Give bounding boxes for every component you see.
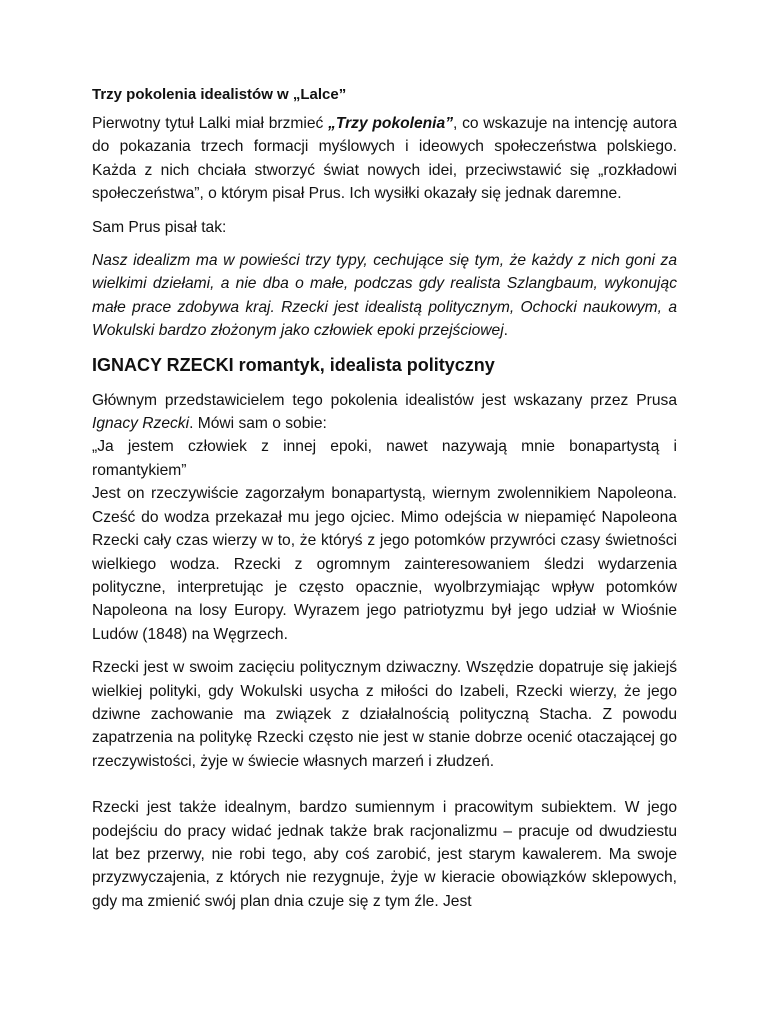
intro-emphasis: „Trzy pokolenia”: [328, 115, 453, 132]
rzecki-intro-c: . Mówi sam o sobie:: [189, 415, 327, 433]
intro-paragraph: [92, 112, 677, 206]
prus-intro-line: Sam Prus pisał tak:: [92, 218, 227, 236]
prus-quote-end: .: [503, 322, 509, 340]
rzecki-intro-a: Głównym przedstawicielem tego pokolenia idealistów jest wskazany przez Prusa: [92, 391, 677, 409]
intro-text-c: , co wskazuje na intencję autora do pokazania trzech formacji myślowych i ideowych społeczeństwa polskiego. Każda z nich chciała stworzyć świat nowych idei, przeciwstawić się „rozkładowi społeczeństwa”, o którym pisał Prus. Ich wysiłki okazały się jednak daremne.: [92, 115, 677, 203]
prus-quote-text: Nasz idealizm ma w powieści trzy typy, cechujące się tym, że każdy z nich goni za wielkimi dziełami, a nie dba o małe, podczas gdy realista Szlangbaum, wykonując małe prace zdobywa kraj. Rzecki jest idealistą politycznym, Ochocki naukowym, a Wokulski bardzo złożonym jako człowiek epoki przejściowej: [92, 252, 677, 340]
rzecki-name: Ignacy Rzecki: [92, 415, 190, 433]
rzecki-self-quote: „Ja jestem człowiek z innej epoki, nawet nazywają mnie bonapartystą i romantykiem”: [92, 438, 677, 479]
paragraph-gap: [92, 783, 677, 796]
document-title: Trzy pokolenia idealistów w „Lalce”: [92, 86, 347, 103]
clerk-paragraph: Rzecki jest także idealnym, bardzo sumiennym i pracowitym subiektem. W jego podejściu do pracy widać jednak także brak racjonalizmu – pracuje od dwudziestu lat bez przerwy, nie robi tego, aby coś zarobić, jest starym kawalerem. Ma swoje przyzwyczajenia, z których nie rezygnuje, żyje w kieracie obowiązków sklepowych, gdy ma zmienić swój plan dnia czuje się z tym źle. Jest: [92, 799, 677, 910]
bonapartist-paragraph: Jest on rzeczywiście zagorzałym bonapartystą, wiernym zwolennikiem Napoleona. Cześć do wodza przekazał mu jego ojciec. Mimo odejścia w niepamięć Napoleona Rzecki cały czas wierzy w to, że któryś z jego potomków przywróci czasy świetności wielkiego wodza. Rzecki z ogromnym zainteresowaniem śledzi wydarzenia polityczne, interpretując je często opacznie, wyolbrzymiając wpływ potomków Napoleona na losy Europy. Wyrazem jego patriotyzmu był jego udział w Wiośnie Ludów (1848) na Węgrzech.: [92, 485, 677, 643]
intro-text-a: Pierwotny tytuł Lalki miał brzmieć: [92, 115, 329, 132]
rzecki-intro-paragraph: [92, 389, 677, 483]
document-page: [92, 84, 677, 923]
prus-quote: [92, 249, 677, 343]
section-heading: IGNACY RZECKI romantyk, idealista polityczny: [92, 354, 495, 375]
politics-paragraph: Rzecki jest w swoim zacięciu politycznym dziwaczny. Wszędzie dopatruje się jakiejś wielkiej polityki, gdy Wokulski usycha z miłości do Izabeli, Rzecki wierzy, że jego dziwne zachowanie ma związek z działalnością polityczną Stacha. Z powodu zapatrzenia na politykę Rzecki często nie jest w stanie dobrze ocenić otaczającej go rzeczywistości, żyje w świecie własnych marzeń i złudzeń.: [92, 659, 677, 770]
